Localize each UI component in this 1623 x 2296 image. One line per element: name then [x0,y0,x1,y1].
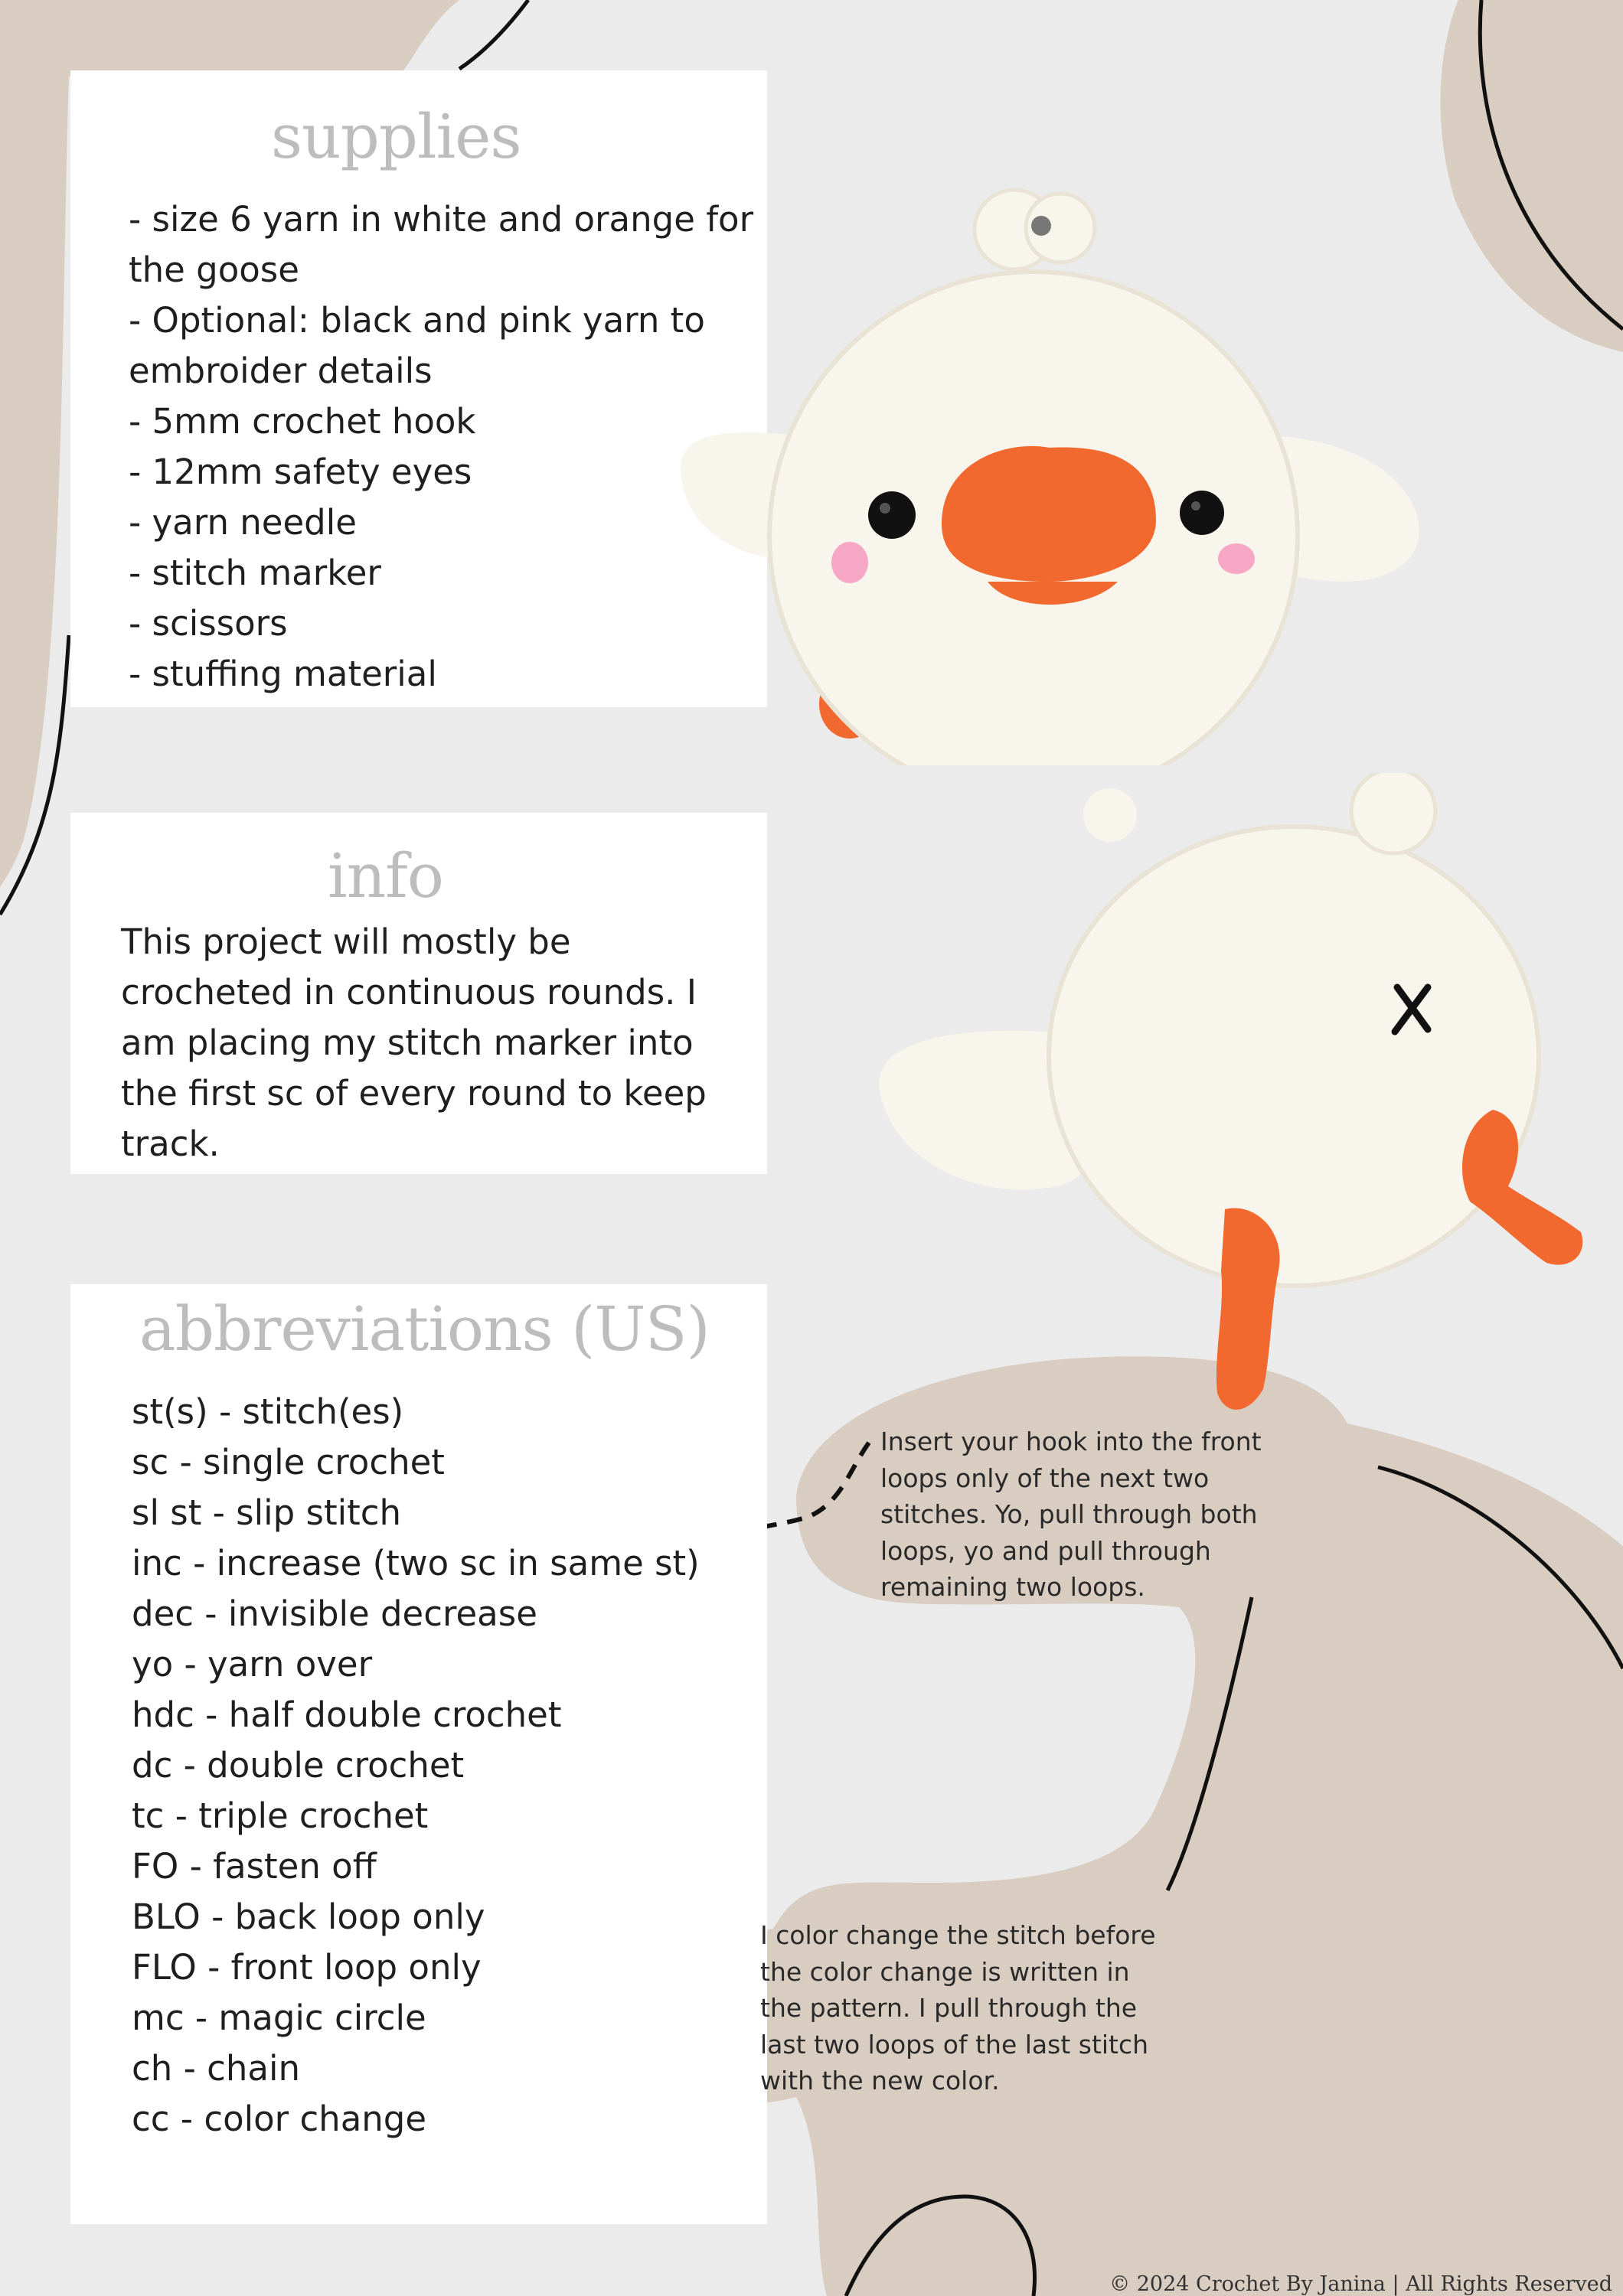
copyright-footer: © 2024 Crochet By Janina | All Rights Reserved [1109,2272,1612,2296]
left-eye [868,491,916,539]
abbreviation-item: sl st - slip stitch [132,1492,402,1533]
cc-note-line: the pattern. I pull through the [760,1993,1138,2023]
abbreviation-item: sc - single crochet [132,1442,445,1482]
info-line: the first sc of every round to keep [121,1073,707,1114]
abbreviations-card [70,1284,767,2224]
dec-note-line: remaining two loops. [880,1572,1145,1602]
cc-note-line: I color change the stitch before [760,1920,1156,1950]
cc-note-line: last two loops of the last stitch [760,2029,1149,2060]
abbreviation-item: yo - yarn over [132,1644,373,1684]
cc-note-line: the color change is written in [760,1956,1130,1987]
supplies-item: - 12mm safety eyes [129,452,472,492]
info-line: track. [121,1124,220,1164]
abbreviation-item: dc - double crochet [132,1745,465,1786]
abbreviation-item: st(s) - stitch(es) [132,1391,404,1432]
info-line: crocheted in continuous rounds. I [121,972,697,1013]
dec-note-line: stitches. Yo, pull through both [880,1499,1258,1529]
goose-back-photo [873,773,1592,1424]
info-line: am placing my stitch marker into [121,1022,694,1063]
supplies-item: - Optional: black and pink yarn to [129,300,705,341]
abbreviation-item: mc - magic circle [132,1998,426,2038]
abbreviation-item: dec - invisible decrease [132,1593,537,1634]
cc-note-line: with the new color. [760,2066,1000,2095]
blob-top-right [1440,0,1623,352]
dec-note-line: loops, yo and pull through [880,1535,1211,1566]
dec-note [880,1424,1262,1606]
cc-note [760,1917,1156,2099]
abbreviation-item: FO - fasten off [132,1846,377,1887]
dec-note-line: loops only of the next two [880,1463,1210,1493]
right-eye [1180,491,1224,535]
abbreviation-item: cc - color change [132,2099,427,2139]
supplies-item: - scissors [129,603,288,644]
abbreviation-item: hdc - half double crochet [132,1694,562,1735]
supplies-item: - stitch marker [129,553,381,593]
abbreviation-item: tc - triple crochet [132,1795,429,1836]
info-text [121,917,707,1169]
supplies-item: - 5mm crochet hook [129,401,476,442]
abbreviation-item: FLO - front loop only [132,1947,482,1988]
abbreviations-title: abbreviations (US) [139,1293,710,1365]
info-line: This project will mostly be [121,921,571,962]
supplies-item: - size 6 yarn in white and orange for [129,199,754,240]
abbreviation-item: inc - increase (two sc in same st) [132,1543,700,1583]
abbreviation-item: ch - chain [132,2048,300,2089]
info-title: info [328,840,443,912]
supplies-item: the goose [129,249,299,290]
supplies-item: - stuffing material [129,654,437,694]
supplies-item: embroider details [129,351,433,391]
supplies-title: supplies [271,101,521,172]
dec-note-line: Insert your hook into the front [880,1427,1262,1456]
abbreviation-item: BLO - back loop only [132,1896,485,1937]
info-card [70,813,767,1174]
goose-front-photo [658,184,1447,765]
supplies-item: - yarn needle [129,502,357,543]
abbreviations-list [132,1387,700,2144]
